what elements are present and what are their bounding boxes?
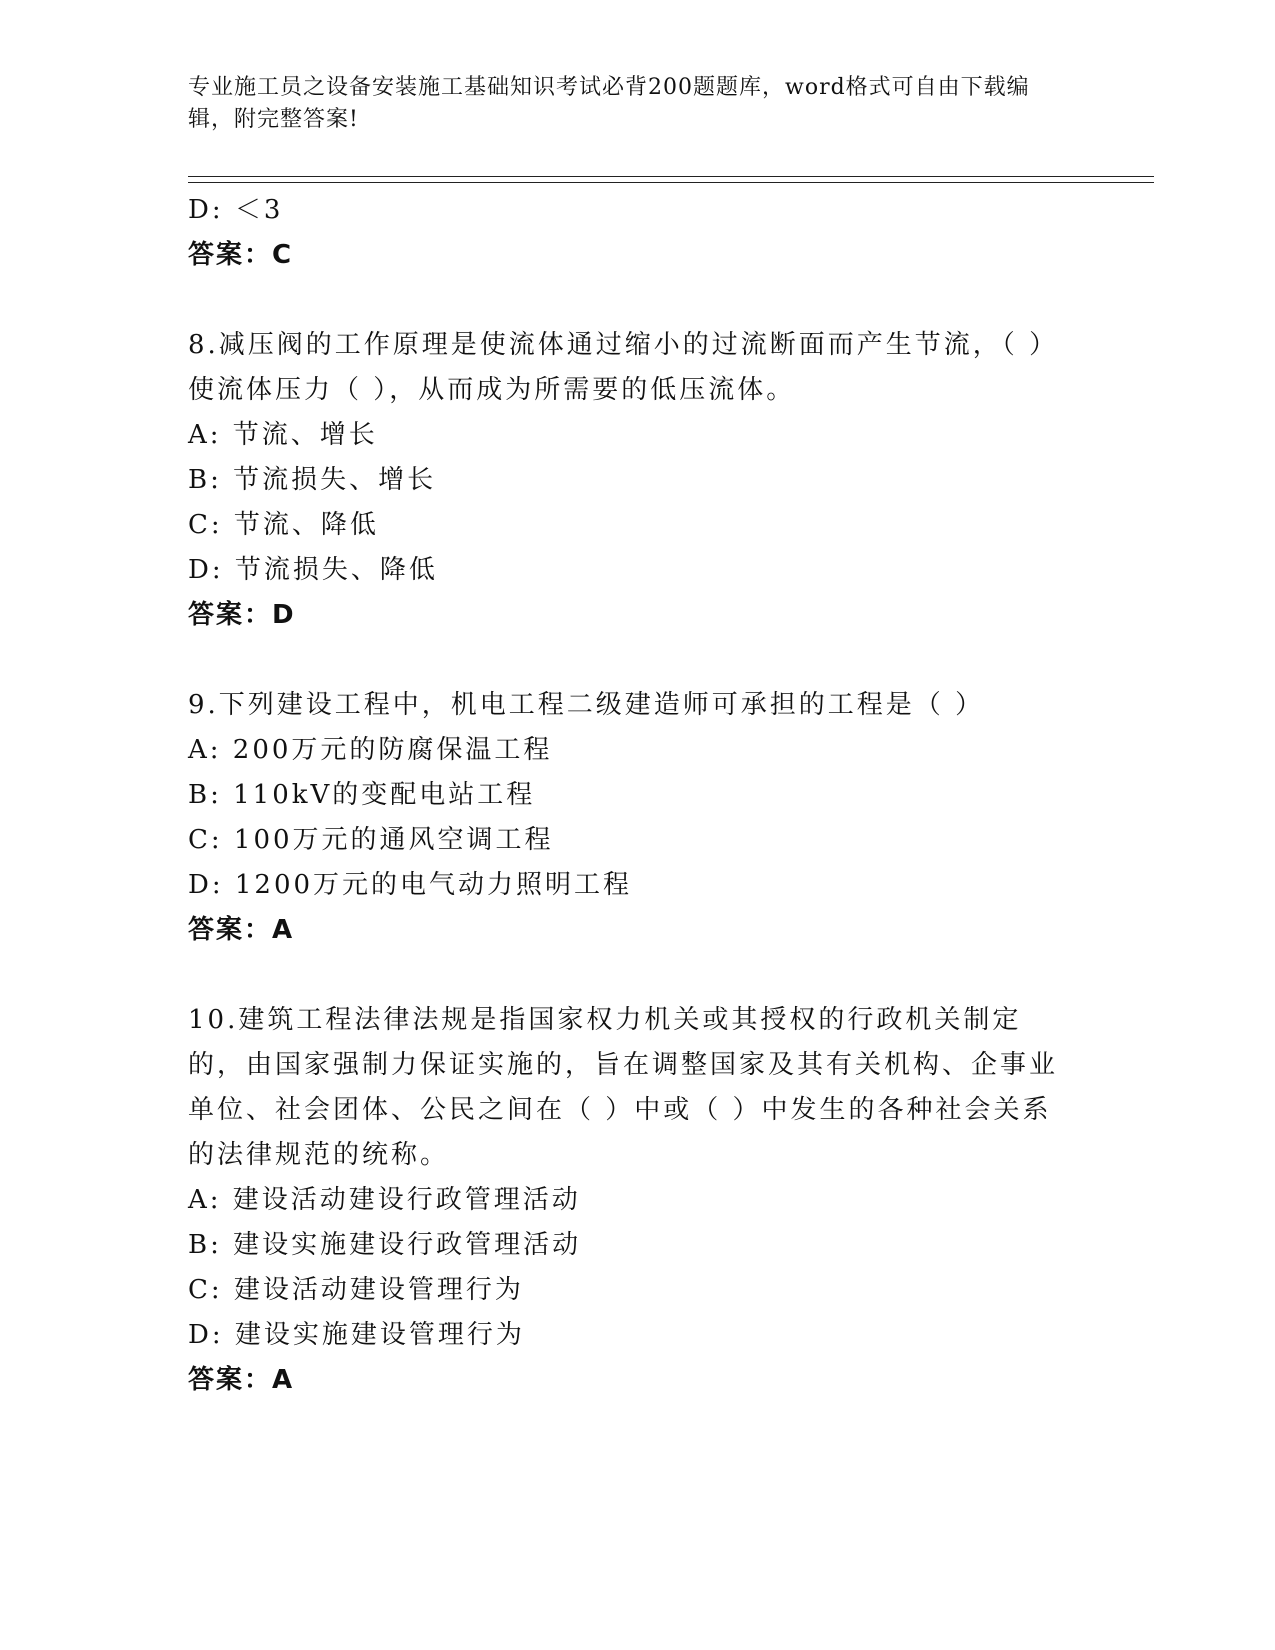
option-d: D: ＜3	[188, 195, 284, 225]
option-d: D: 节流损失、降低	[188, 555, 438, 585]
option-c: C: 建设活动建设管理行为	[188, 1275, 524, 1305]
header-divider-bottom	[188, 182, 1154, 183]
option-b: B: 节流损失、增长	[188, 465, 437, 495]
answer-line: 答案：A	[188, 915, 295, 945]
option-d: D: 1200万元的电气动力照明工程	[188, 870, 633, 900]
question-stem: 8.减压阀的工作原理是使流体通过缩小的过流断面而产生节流，（ ）使流体压力（ ），从而成为所需要的低压流体。	[188, 330, 1059, 405]
option-a: A: 200万元的防腐保温工程	[188, 735, 553, 765]
answer-line: 答案：C	[188, 240, 294, 270]
document-header	[188, 72, 1068, 136]
question-9	[188, 683, 1068, 953]
header-title: 专业施工员之设备安装施工基础知识考试必背200题题库，word格式可自由下载编辑，附完整答案!	[188, 75, 1030, 132]
question-stem: 10.建筑工程法律法规是指国家权力机关或其授权的行政机关制定的，由国家强制力保证实施的，旨在调整国家及其有关机构、企事业单位、社会团体、公民之间在（ ）中或（ ）中发生的各种社会关系的法律规范的统称。	[188, 1005, 1059, 1170]
option-c: C: 100万元的通风空调工程	[188, 825, 554, 855]
question-8	[188, 323, 1068, 638]
question-10	[188, 998, 1068, 1403]
question-list	[188, 188, 1068, 1403]
answer-line: 答案：A	[188, 1365, 295, 1395]
option-a: A: 建设活动建设行政管理活动	[188, 1185, 581, 1215]
question-stem: 9.下列建设工程中，机电工程二级建造师可承担的工程是（ ）	[188, 690, 985, 720]
option-d: D: 建设实施建设管理行为	[188, 1320, 525, 1350]
answer-line: 答案：D	[188, 600, 296, 630]
option-a: A: 节流、增长	[188, 420, 378, 450]
option-b: B: 建设实施建设行政管理活动	[188, 1230, 582, 1260]
header-divider-top	[188, 176, 1154, 177]
option-b: B: 110kV的变配电站工程	[188, 780, 536, 810]
option-c: C: 节流、降低	[188, 510, 379, 540]
